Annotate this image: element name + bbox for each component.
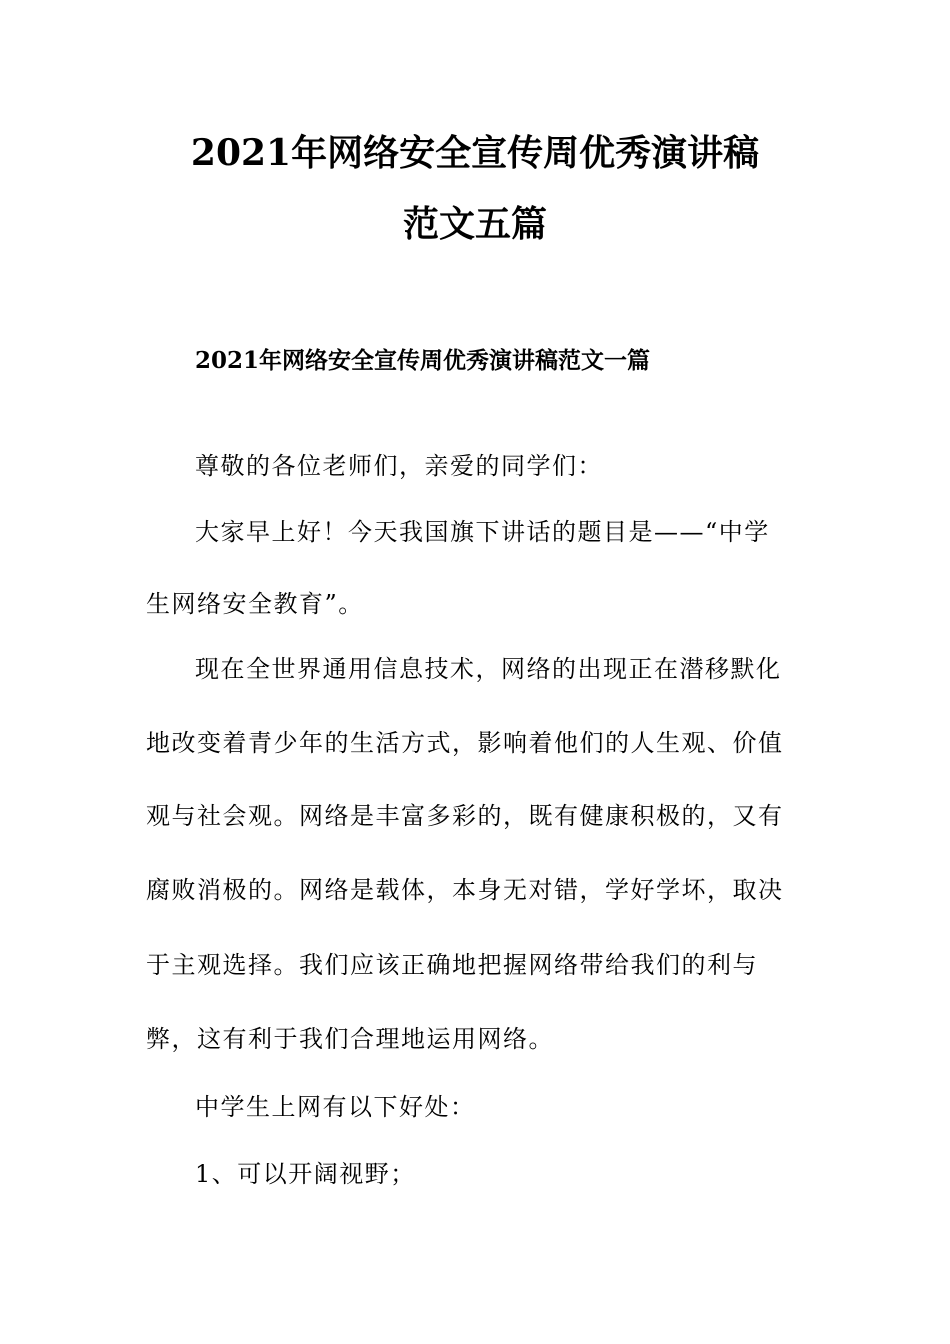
paragraph-line: 尊敬的各位老师们，亲爱的同学们： xyxy=(195,452,603,480)
paragraph-line: 于主观选择。我们应该正确地把握网络带给我们的利与 xyxy=(146,951,758,979)
paragraph-line: 中学生上网有以下好处： xyxy=(195,1093,476,1121)
paragraph-line: 现在全世界通用信息技术，网络的出现正在潜移默化 xyxy=(195,655,782,683)
paragraph-line: 地改变着青少年的生活方式，影响着他们的人生观、价值 xyxy=(146,729,784,757)
paragraph-line: 腐败消极的。网络是载体，本身无对错，学好学坏，取决 xyxy=(146,876,784,904)
document-title-line-1: 2021年网络安全宣传周优秀演讲稿 xyxy=(190,132,760,174)
document-title-line-2: 范文五篇 xyxy=(402,203,547,245)
paragraph-line: 弊，这有利于我们合理地运用网络。 xyxy=(146,1025,554,1053)
section-title: 2021年网络安全宣传周优秀演讲稿范文一篇 xyxy=(195,347,651,374)
paragraph-line: 1、可以开阔视野； xyxy=(195,1160,416,1188)
paragraph-line: 观与社会观。网络是丰富多彩的，既有健康积极的，又有 xyxy=(146,802,784,830)
paragraph-line: 大家早上好！今天我国旗下讲话的题目是——“中学 xyxy=(195,518,770,546)
paragraph-line: 生网络安全教育”。 xyxy=(146,590,364,618)
